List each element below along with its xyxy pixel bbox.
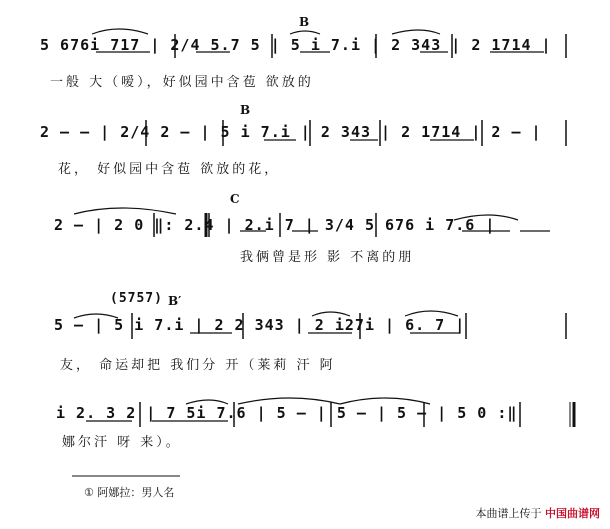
watermark-prefix: 本曲谱上传于: [475, 507, 542, 520]
lyric-row: 花， 好似园中含苞 欲放的花，: [58, 162, 281, 177]
notation-row: i 2. 3 2 | 7 5i 7.6 | 5 – | 5 – | 5 – | 5 0 :‖: [56, 404, 518, 422]
section-marker: B′: [168, 294, 182, 308]
footnote: ① 阿娜拉：男人名: [84, 486, 175, 499]
lyric-row: 一般 大（嗳），好似园中含苞 欲放的: [50, 75, 314, 90]
notation-row: 2 – – | 2/4 2 – | 5 i 7.i | 2 343 | 2 1714 | 2 – |: [40, 123, 542, 141]
notation-row: 2 – | 2 0 ‖: 2.4 | 2.i 7 | 3/4 5 676 i 7.6 |: [54, 216, 496, 234]
section-marker: C: [230, 192, 240, 206]
watermark: [476, 505, 601, 521]
watermark-site: 中国曲谱网: [545, 507, 600, 520]
notation-row: 5 676i 717 | 2/4 5.7 5 | 5 i 7.i | 2 343 | 2 1714 |: [40, 36, 552, 54]
lyric-row: 我俩曾是形 影 不离的朋: [240, 250, 415, 265]
section-marker: B: [240, 103, 251, 117]
lyric-row: 友， 命运却把 我们分 开（莱莉 汗 阿: [60, 358, 336, 373]
annotation: (5757): [110, 291, 163, 306]
notation-row: 5 – | 5 i 7.i | 2 2 343 | 2 i27i | 6. 7 |: [54, 316, 466, 334]
section-marker: B: [299, 15, 310, 29]
lyric-row: 娜尔汗 呀 来）。: [62, 435, 182, 450]
